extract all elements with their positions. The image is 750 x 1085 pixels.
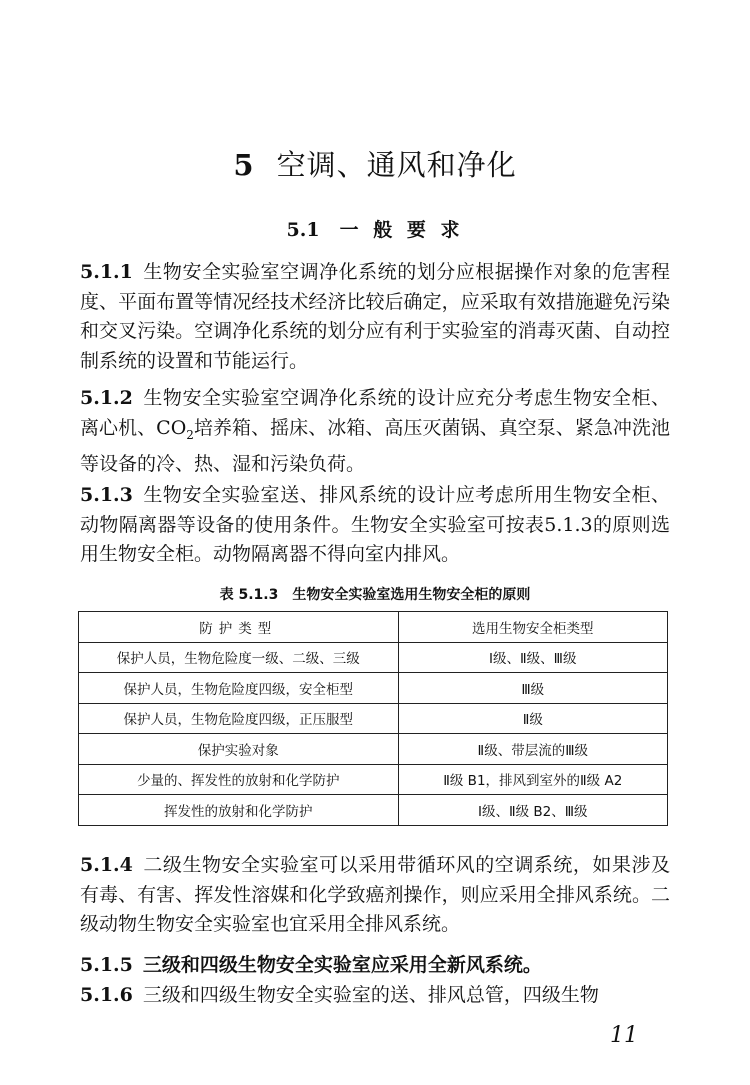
table-row — [79, 673, 668, 704]
header-cabinet-type: 选用生物安全柜类型 — [398, 612, 667, 643]
table-header-row — [79, 612, 668, 643]
table-title: 生物安全实验室选用生物安全柜的原则 — [292, 587, 531, 603]
table-row — [79, 642, 668, 673]
protection-type-cell: 保护人员，生物危险度四级，正压服型 — [79, 703, 399, 734]
table-number: 表 5.1.3 — [219, 587, 279, 603]
header-protection-type: 防护类型 — [79, 612, 399, 643]
chapter-title — [0, 143, 750, 184]
clause-text-continued: 培养箱、摇床、冰箱、高压灭菌锅、真空泵、紧急冲洗池等设备的冷、热、湿和污染负荷。 — [80, 416, 670, 475]
clause-number: 5.1.3 — [80, 484, 133, 506]
safety-cabinet-table — [78, 611, 668, 826]
co2-symbol: CO — [156, 416, 187, 439]
clause-text: 生物安全实验室空调净化系统的设计应充分考虑生物安全柜、离心机、 — [80, 387, 670, 439]
clause-5-1-6 — [80, 981, 670, 1011]
clause-text: 三级和四级生物安全实验室的送、排风总管，四级生物 — [142, 984, 599, 1006]
protection-type-cell: 少量的、挥发性的放射和化学防护 — [79, 764, 399, 795]
table-row — [79, 734, 668, 765]
table-row — [79, 764, 668, 795]
clause-5-1-5 — [80, 951, 670, 981]
co2-formula — [156, 416, 194, 442]
protection-type-cell: 保护人员，生物危险度四级，安全柜型 — [79, 673, 399, 704]
clause-text: 三级和四级生物安全实验室应采用全新风系统。 — [142, 954, 542, 976]
chapter-number: 5 — [233, 148, 255, 182]
protection-type-cell: 挥发性的放射和化学防护 — [79, 795, 399, 826]
protection-type-cell: 保护实验对象 — [79, 734, 399, 765]
clause-5-1-2 — [80, 384, 670, 479]
protection-type-cell: 保护人员，生物危险度一级、二级、三级 — [79, 642, 399, 673]
cabinet-type-cell: Ⅲ级 — [398, 673, 667, 704]
clause-text: 生物安全实验室空调净化系统的划分应根据操作对象的危害程度、平面布置等情况经技术经济比较后确定，应采取有效措施避免污染和交叉污染。空调净化系统的划分应有利于实验室的消毒灭菌、自动控制系统的设置和节能运行。 — [80, 261, 670, 372]
clause-number: 5.1.6 — [80, 984, 133, 1006]
clause-text: 二级生物安全实验室可以采用带循环风的空调系统，如果涉及有毒、有害、挥发性溶媒和化学致癌剂操作，则应采用全排风系统。二级动物生物安全实验室也宜采用全排风系统。 — [80, 854, 670, 935]
clause-number: 5.1.4 — [80, 854, 133, 876]
table-row — [79, 795, 668, 826]
table-caption — [80, 584, 670, 604]
chapter-title-text: 空调、通风和净化 — [276, 148, 517, 182]
clause-5-1-4 — [80, 851, 670, 940]
clause-5-1-1 — [80, 258, 670, 376]
cabinet-type-cell: Ⅱ级 — [398, 703, 667, 734]
clause-5-1-3 — [80, 481, 670, 570]
clause-number: 5.1.5 — [80, 954, 133, 976]
cabinet-type-cell: Ⅱ级 B1，排风到室外的Ⅱ级 A2 — [398, 764, 667, 795]
table-row — [79, 703, 668, 734]
section-title — [0, 215, 750, 242]
section-number: 5.1 — [286, 219, 320, 241]
clause-number: 5.1.1 — [80, 261, 133, 283]
section-title-text: 一 般 要 求 — [339, 219, 464, 241]
co2-subscript: 2 — [186, 427, 194, 442]
cabinet-type-cell: Ⅰ级、Ⅱ级 B2、Ⅲ级 — [398, 795, 667, 826]
clause-text: 生物安全实验室送、排风系统的设计应考虑所用生物安全柜、动物隔离器等设备的使用条件。生物安全实验室可按表5.1.3的原则选用生物安全柜。动物隔离器不得向室内排风。 — [80, 484, 670, 565]
cabinet-type-cell: Ⅱ级、带层流的Ⅲ级 — [398, 734, 667, 765]
page-number: 11 — [610, 1023, 638, 1048]
clause-number: 5.1.2 — [80, 387, 133, 409]
cabinet-type-cell: Ⅰ级、Ⅱ级、Ⅲ级 — [398, 642, 667, 673]
